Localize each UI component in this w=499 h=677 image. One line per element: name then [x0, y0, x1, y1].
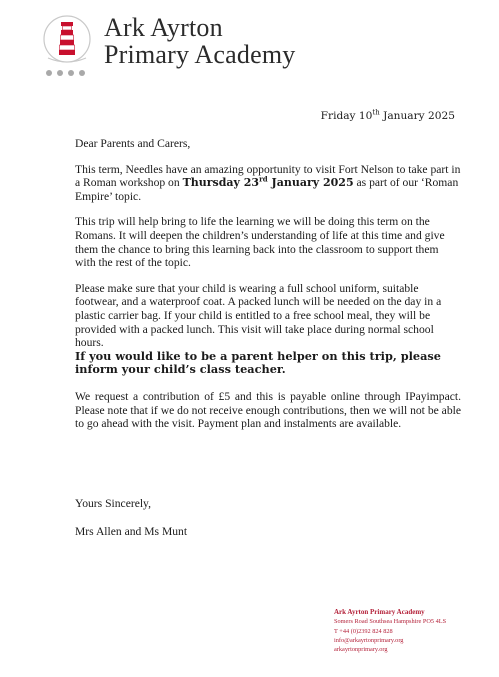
footer-address: Somers Road Southsea Hampshire PO5 4LS [334, 618, 447, 626]
letter-date: Friday 10th January 2025 [320, 108, 455, 122]
footer-phone: T +44 (0)2392 824 828 [334, 627, 393, 635]
footer-website: arkayrtonprimary.org [334, 646, 388, 654]
sign-off: Yours Sincerely, [75, 497, 152, 510]
letter-body [75, 137, 461, 443]
greeting: Dear Parents and Carers, [75, 137, 191, 150]
school-name [104, 14, 295, 68]
parent-helper-notice: If you would like to be a parent helper on this trip, please inform your child’s class teacher. [75, 348, 441, 377]
footer-contact [334, 608, 494, 654]
footer-school-name: Ark Ayrton Primary Academy [334, 608, 425, 616]
paragraph-contribution: We request a contribution of £5 and this is payable online through IPayimpact. Please note that if we do not receive enough contributions, then we will not be able to go ahead with the visit. Payment plan and instalments are available. [75, 389, 461, 431]
paragraph-trip-requirements: Please make sure that your child is wearing a full school uniform, suitable footwear, and a waterproof coat. A packed lunch will be needed on the day in a plastic carrier bag. If your child is entitled to a free school meal, they will be provided with a packed lunch. This visit will take place during normal school hours. [75, 281, 442, 350]
school-logo [42, 14, 92, 78]
school-name-line1: Ark Ayrton [104, 13, 223, 42]
paragraph-trip-purpose: This trip will help bring to life the learning we will be doing this term on the Romans. It will deepen the children’s understanding of life at this time and give them the chance to bring this learning back into the classroom to support them with the rest of the topic. [75, 215, 445, 270]
school-name-line2: Primary Academy [104, 40, 296, 69]
paragraph-trip-intro: This term, Needles have an amazing opportunity to visit Fort Nelson to take part in a Roman workshop on Thursday 23rd January 2025 as part of our ‘Roman Empire’ topic. [75, 162, 461, 203]
signatories: Mrs Allen and Ms Munt [75, 525, 188, 538]
footer-email: info@arkayrtonprimary.org [334, 636, 404, 644]
